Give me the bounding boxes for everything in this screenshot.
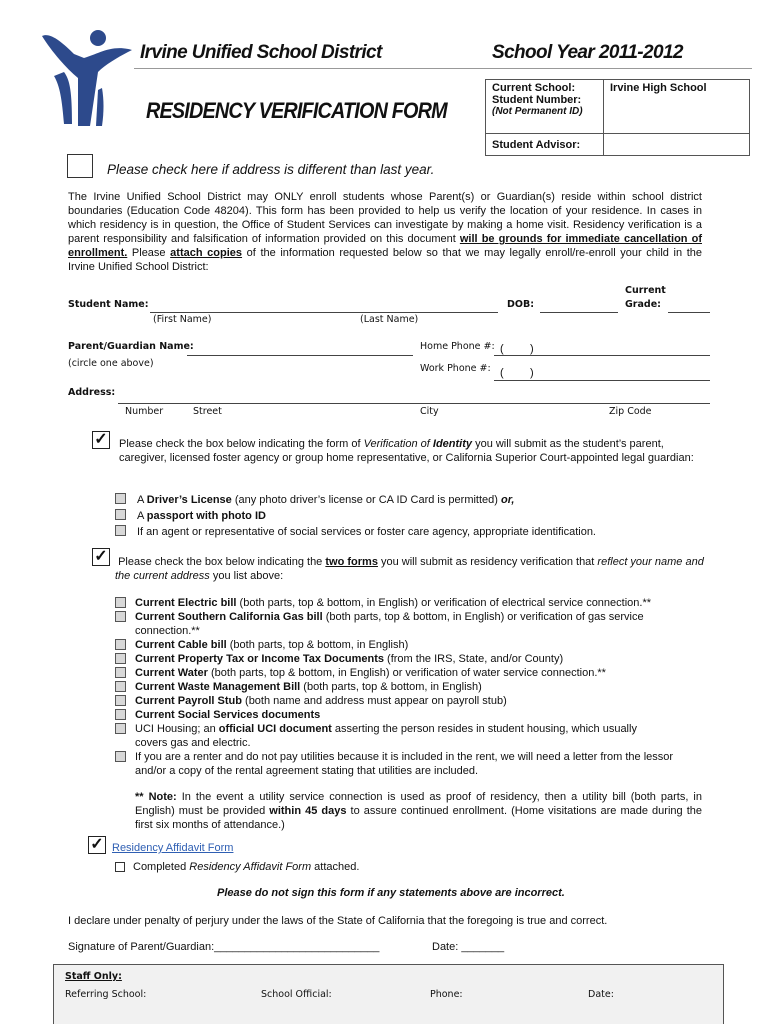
- item3-b: Current Property Tax or Income Tax Documents: [135, 653, 384, 665]
- item1-b: Current Southern California Gas bill: [135, 611, 323, 623]
- staff-date-label: Date:: [588, 989, 614, 1000]
- note-b: In the event a utility service connection is used as proof of residency, then a utility bill (both parts, in English) must be provided: [135, 791, 702, 817]
- school-info-labels: [486, 80, 604, 134]
- property-tax-checkbox[interactable]: [115, 653, 126, 664]
- aff-b: Residency Affidavit Form: [189, 861, 312, 873]
- payroll-stub-checkbox[interactable]: [115, 695, 126, 706]
- first-name-caption: (First Name): [153, 314, 212, 325]
- uci-housing-label: [135, 722, 665, 750]
- payroll-stub-label: [135, 694, 507, 708]
- affidavit-form-link[interactable]: Residency Affidavit Form: [112, 842, 234, 854]
- intro-text-2: Please: [127, 247, 171, 259]
- city-caption: City: [420, 406, 439, 417]
- water-bill-checkbox[interactable]: [115, 667, 126, 678]
- res-intro-b: two forms: [325, 556, 378, 568]
- gas-bill-label: [135, 610, 665, 638]
- agent-id-label: If an agent or representative of social services or foster care agency, appropriate identification.: [137, 526, 596, 538]
- work-phone-open: (: [500, 367, 504, 379]
- work-phone-line[interactable]: [494, 380, 710, 381]
- school-info-table: [485, 79, 750, 156]
- gas-bill-checkbox[interactable]: [115, 611, 126, 622]
- water-bill-label: [135, 666, 606, 680]
- intro-warning: will be grounds for immediate cancellation of enrollment.: [68, 233, 702, 259]
- item7-b: Current Social Services documents: [135, 709, 321, 721]
- home-phone-label: Home Phone #:: [420, 341, 495, 352]
- residency-section-checkbox[interactable]: ✓: [92, 548, 110, 566]
- opt1-c: (any photo driver’s license or CA ID Card is permitted): [231, 494, 501, 506]
- opt1-d: or,: [501, 494, 515, 506]
- item3-t: (from the IRS, State, and/or County): [383, 653, 564, 665]
- current-school-value[interactable]: Irvine High School: [604, 80, 750, 134]
- uci-housing-checkbox[interactable]: [115, 723, 126, 734]
- property-tax-label: [135, 652, 563, 666]
- electric-bill-label: [135, 596, 715, 610]
- item0-b: Current Electric bill: [135, 597, 237, 609]
- passport-checkbox[interactable]: [115, 509, 126, 520]
- student-name-line[interactable]: [150, 312, 498, 313]
- street-caption: Street: [193, 406, 222, 417]
- utility-note: [135, 790, 702, 832]
- intro-text-1: The Irvine Unified School District may ONLY enroll students whose Parent(s) or Guardian(s) reside within school district boundaries (Education Code 48204). This form has been provided to help us verify the location of your residence. In cases in which residency is in question, the Office of Student Services can investigate by making a home visit. Residency verification is a parent responsibility and falsification of information provided on this document: [68, 191, 702, 245]
- signature-label[interactable]: Signature of Parent/Guardian:___________________________: [68, 941, 380, 953]
- current-school-label: Current School:: [492, 82, 576, 94]
- intro-paragraph: [68, 190, 702, 274]
- intro-attach: attach copies: [170, 247, 243, 259]
- student-advisor-label: Student Advisor:: [486, 134, 604, 156]
- identity-intro-a: Please check the box below indicating the form of: [119, 438, 364, 450]
- item6-b: Current Payroll Stub: [135, 695, 242, 707]
- social-services-checkbox[interactable]: [115, 709, 126, 720]
- note-a: ** Note:: [135, 791, 177, 803]
- school-official-label: School Official:: [261, 989, 332, 1000]
- opt1-a: A: [137, 494, 147, 506]
- residency-intro: [115, 555, 711, 583]
- renter-label: If you are a renter and do not pay utilities because it is included in the rent, we will need a letter from the lessor and/or a copy of the rental agreement stating that utilities are included.: [135, 751, 674, 777]
- student-name-label: Student Name:: [68, 299, 149, 310]
- identity-intro-d: you will submit as the student’s parent, caregiver, licensed foster agency or group home representative, or California Superior Court-appointed legal guardian:: [119, 438, 694, 464]
- staff-phone-label: Phone:: [430, 989, 463, 1000]
- affidavit-section-checkbox[interactable]: ✓: [88, 836, 106, 854]
- form-title: RESIDENCY VERIFICATION FORM: [146, 98, 447, 123]
- dob-line[interactable]: [540, 312, 618, 313]
- opt2-b: passport with photo ID: [146, 510, 266, 522]
- item6-t: (both name and address must appear on payroll stub): [241, 695, 507, 707]
- item1-t: (both parts, top & bottom, in English) or verification of gas service connection.**: [135, 611, 644, 637]
- uci-c: asserting the person resides in student housing, which usually covers gas and electric.: [135, 723, 637, 749]
- signature-date-end: __: [491, 941, 505, 953]
- res-intro-e: you list above:: [209, 570, 284, 582]
- item5-b: Current Waste Management Bill: [135, 681, 301, 693]
- res-intro-d: reflect your name and the current address: [115, 556, 704, 582]
- home-phone-line[interactable]: [494, 355, 710, 356]
- aff-c: attached.: [311, 861, 360, 873]
- item2-b: Current Cable bill: [135, 639, 227, 651]
- do-not-sign-warning: Please do not sign this form if any statements above are incorrect.: [217, 887, 565, 899]
- res-intro-a: Please check the box below indicating the: [118, 556, 326, 568]
- staff-only-box: [53, 964, 724, 1024]
- identity-intro-c: Identity: [432, 438, 473, 450]
- not-permanent-note: (Not Permanent ID): [492, 106, 583, 117]
- opt2-a: A: [137, 510, 147, 522]
- staff-only-title: Staff Only:: [65, 971, 122, 982]
- work-phone-label: Work Phone #:: [420, 363, 491, 374]
- identity-intro-line1: [119, 437, 711, 465]
- current-label: Current: [625, 285, 666, 296]
- home-phone-close: ): [530, 343, 534, 355]
- parent-guardian-label: Parent/Guardian Name:: [68, 341, 194, 352]
- drivers-license-checkbox[interactable]: [115, 493, 126, 504]
- address-changed-label: Please check here if address is different than last year.: [107, 162, 435, 177]
- affidavit-attached-label: [133, 860, 359, 874]
- drivers-license-label: [137, 493, 514, 507]
- cable-bill-checkbox[interactable]: [115, 639, 126, 650]
- referring-school-label: Referring School:: [65, 989, 147, 1000]
- grade-line[interactable]: [668, 312, 710, 313]
- school-year: School Year 2011-2012: [492, 42, 683, 63]
- identity-section-checkbox[interactable]: ✓: [92, 431, 110, 449]
- electric-bill-checkbox[interactable]: [115, 597, 126, 608]
- agent-id-checkbox[interactable]: [115, 525, 126, 536]
- student-advisor-field[interactable]: [604, 134, 750, 156]
- note-d: to assure continued enrollment. (Home visitations are made during the first six months of attendance.): [135, 805, 702, 831]
- item0-t: (both parts, top & bottom, in English) or verification of electrical service connection.**: [236, 597, 652, 609]
- number-caption: Number: [125, 406, 164, 417]
- social-services-label: [135, 708, 320, 722]
- student-number-label: Student Number:: [492, 94, 582, 106]
- grade-label: Grade:: [625, 299, 661, 310]
- signature-date-main: Date: _____: [432, 941, 492, 953]
- cable-bill-label: [135, 638, 408, 652]
- identity-intro-b: Verification of: [363, 438, 433, 450]
- renter-checkbox[interactable]: [115, 751, 126, 762]
- uci-b: official UCI document: [218, 723, 332, 735]
- item2-t: (both parts, top & bottom, in English): [226, 639, 409, 651]
- circle-one-caption: (circle one above): [68, 358, 154, 369]
- parent-guardian-line[interactable]: [187, 355, 413, 356]
- uci-a: UCI Housing; an: [135, 723, 219, 735]
- affidavit-attached-checkbox[interactable]: [115, 862, 125, 872]
- home-phone-open: (: [500, 343, 504, 355]
- district-name: Irvine Unified School District: [140, 42, 382, 63]
- waste-bill-label: [135, 680, 482, 694]
- address-label: Address:: [68, 387, 116, 398]
- zip-caption: Zip Code: [609, 406, 652, 417]
- work-phone-close: ): [530, 367, 534, 379]
- aff-a: Completed: [133, 861, 190, 873]
- res-intro-c: you will submit as residency verification that: [377, 556, 598, 568]
- item4-t: (both parts, top & bottom, in English) or verification of water service connection.**: [207, 667, 606, 679]
- opt1-b: Driver’s License: [146, 494, 232, 506]
- address-changed-checkbox[interactable]: [67, 154, 93, 178]
- address-line[interactable]: [118, 403, 710, 404]
- waste-bill-checkbox[interactable]: [115, 681, 126, 692]
- item5-t: (both parts, top & bottom, in English): [300, 681, 482, 693]
- passport-label: [137, 509, 266, 523]
- note-c: within 45 days: [269, 805, 347, 817]
- intro-text-3: of the information requested below so that we may legally enroll/re-enroll your child in the Irvine Unified School District:: [68, 247, 703, 273]
- signature-date[interactable]: [432, 940, 504, 954]
- last-name-caption: (Last Name): [360, 314, 419, 325]
- item4-b: Current Water: [135, 667, 208, 679]
- perjury-declaration: I declare under penalty of perjury under the laws of the State of California that the foregoing is true and correct.: [68, 915, 608, 927]
- district-logo: [40, 28, 136, 130]
- header-rule: [134, 68, 752, 69]
- dob-label: DOB:: [507, 299, 535, 310]
